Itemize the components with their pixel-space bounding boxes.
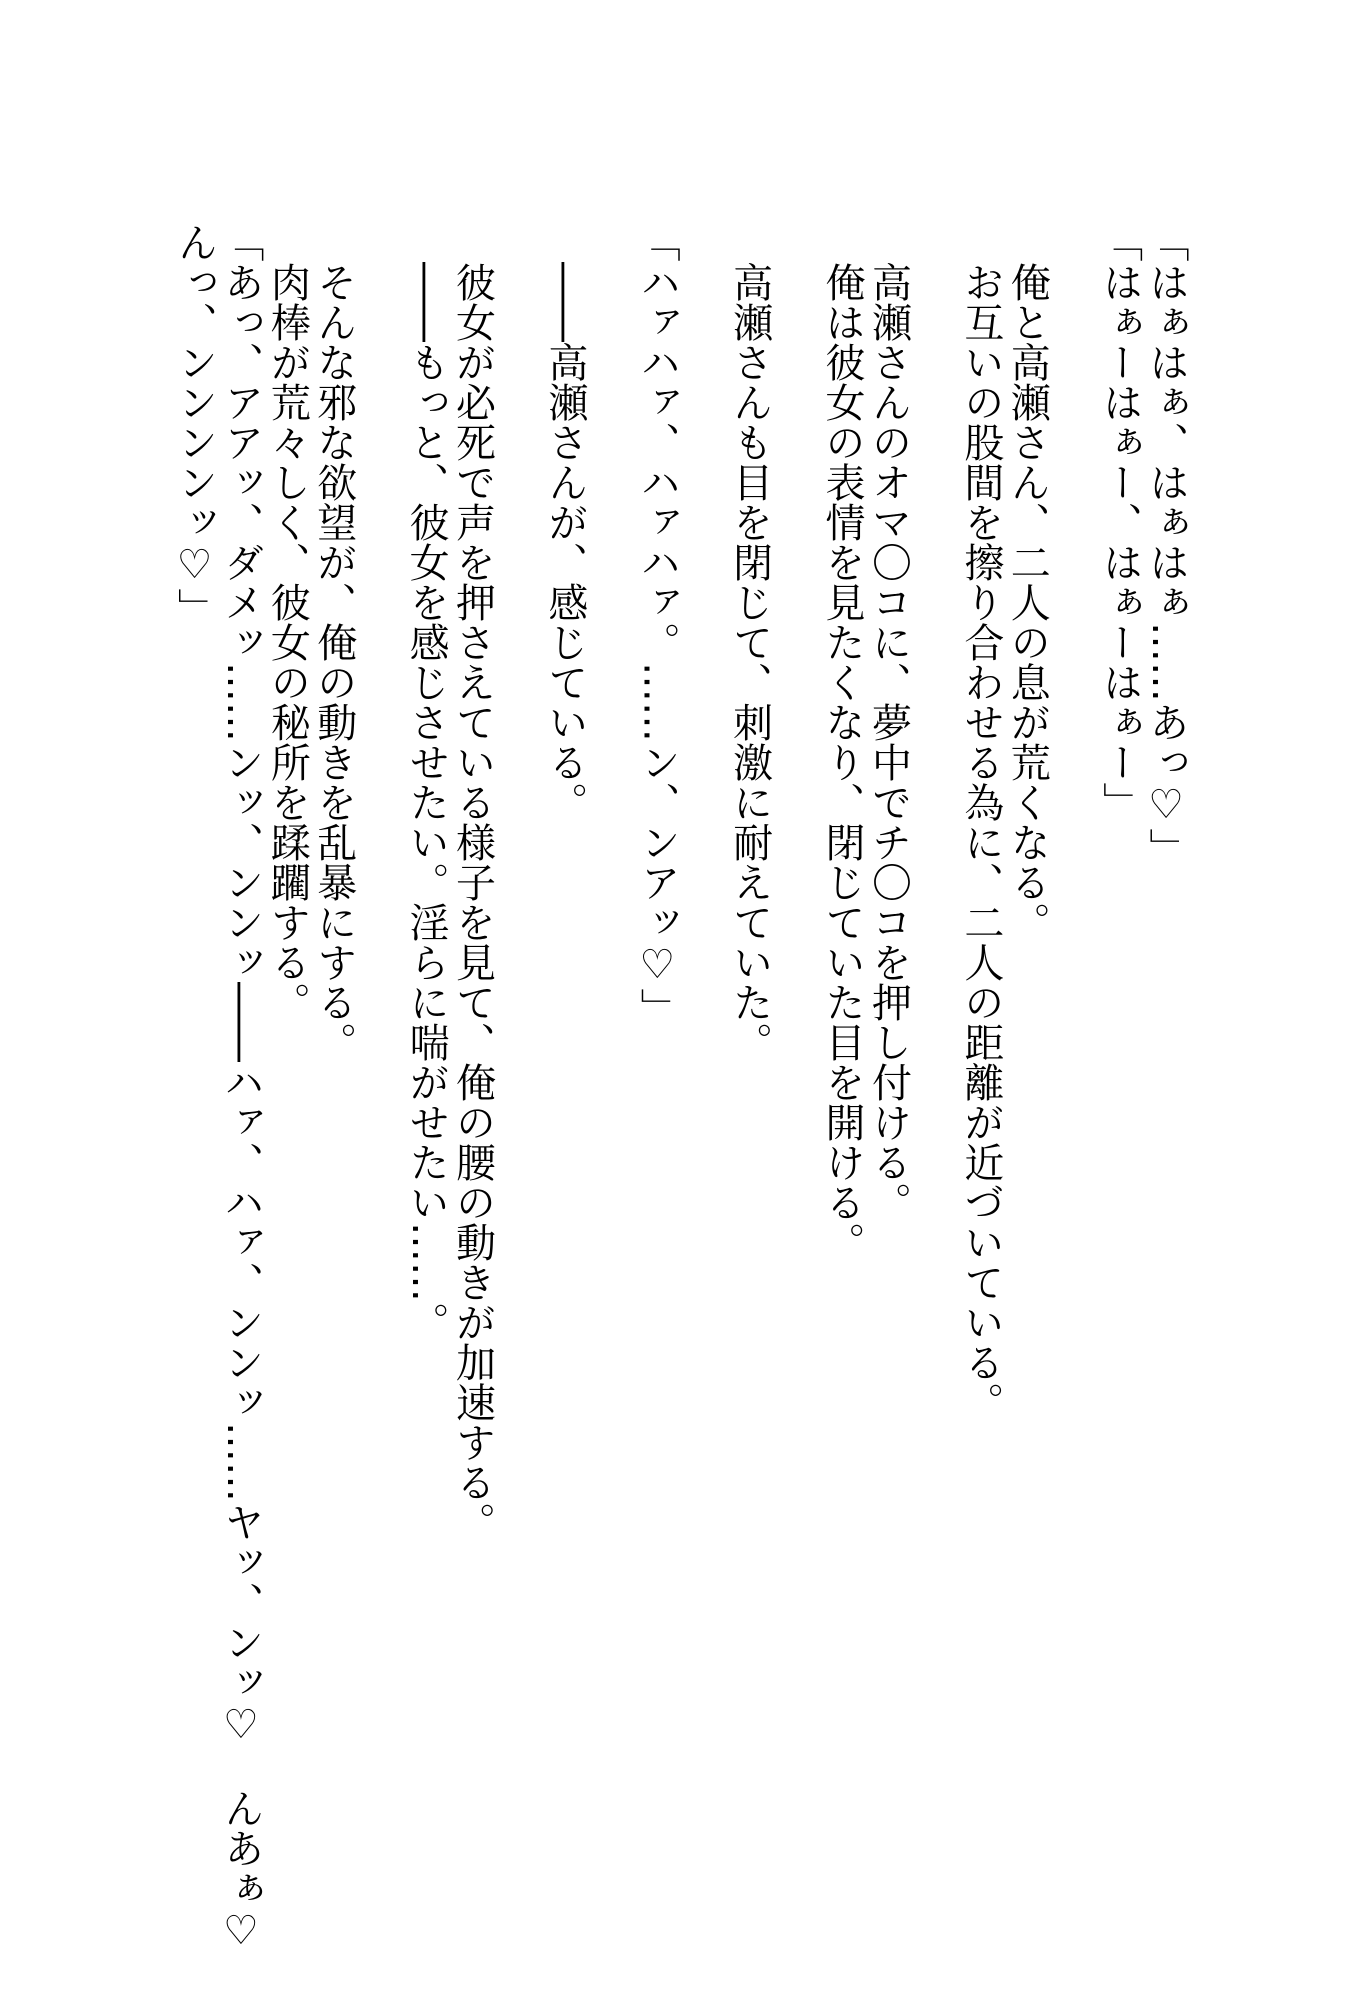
narrative-line-9: ――高瀬さんが、感じている。	[541, 262, 588, 822]
narrative-line-3: 俺と高瀬さん、二人の息が荒くなる。	[1004, 262, 1051, 942]
dialogue-line-2: 「はぁーはぁー、はぁーはぁー」	[1096, 222, 1143, 822]
narrative-line-12: そんな邪な欲望が、俺の動きを乱暴にする。	[310, 262, 357, 1062]
narrative-line-10: 彼女が必死で声を押さえている様子を見て、俺の腰の動きが加速する。	[449, 262, 496, 1542]
narrative-line-5: 高瀬さんのオマ〇コに、夢中でチ〇コを押し付ける。	[865, 262, 912, 1222]
narrative-line-11: ――もっと、彼女を感じさせたい。淫らに喘がせたい……。	[403, 262, 450, 1342]
dialogue-line-15: んっ、ンンンンッ♡」	[171, 222, 218, 628]
narrative-line-7: 高瀬さんも目を閉じて、刺激に耐えていた。	[726, 262, 773, 1062]
narrative-line-4: お互いの股間を擦り合わせる為に、二人の距離が近づいている。	[957, 262, 1004, 1422]
dialogue-line-14: 「あっ、アアッ、ダメッ……ンッ、ンンッ――ハァ、ハァ、ンンッ……ヤッ、ンッ♡ んあぁ♡	[217, 222, 264, 1954]
dialogue-line-8: 「ハァハァ、ハァハァ。……ン、ンアッ♡」	[634, 222, 681, 1028]
dialogue-line-1: 「はぁはぁ、はぁはぁ……あっ♡」	[1143, 222, 1189, 868]
vertical-text-block	[171, 222, 1189, 1994]
narrative-line-13: 肉棒が荒々しく、彼女の秘所を蹂躙する。	[264, 262, 311, 1022]
narrative-line-6: 俺は彼女の表情を見たくなり、閉じていた目を開ける。	[819, 262, 866, 1262]
